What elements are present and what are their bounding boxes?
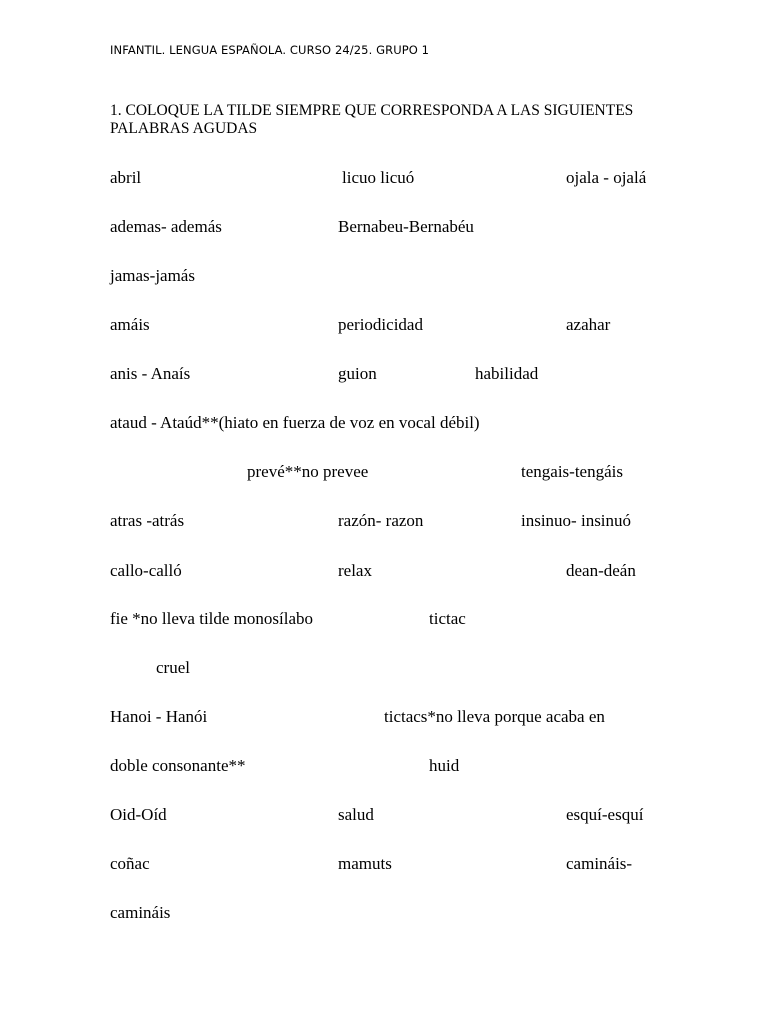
- word-item: dean-deán: [566, 561, 636, 580]
- word-item: camináis-: [566, 854, 633, 873]
- exercise-instruction: 1. COLOQUE LA TILDE SIEMPRE QUE CORRESPONDA A LAS SIGUIENTES PALABRAS AGUDAS: [110, 102, 634, 137]
- word-item: anis - Anaís: [110, 364, 191, 383]
- word-item: cruel: [156, 658, 190, 677]
- word-item: ojala - ojalá: [566, 168, 647, 187]
- word-item: prevé**no prevee: [247, 462, 369, 481]
- word-item: salud: [338, 805, 374, 824]
- word-item: tictac: [429, 609, 466, 628]
- word-item: jamas-jamás: [110, 266, 195, 285]
- word-item: callo-calló: [110, 561, 182, 580]
- word-item: guion: [338, 364, 377, 383]
- word-item: amáis: [110, 315, 150, 334]
- word-item: esquí-esquí: [566, 805, 644, 824]
- document-header: INFANTIL. LENGUA ESPAÑOLA. CURSO 24/25. GRUPO 1: [110, 43, 430, 57]
- word-item: periodicidad: [338, 315, 423, 334]
- word-item: licuo licuó: [342, 168, 415, 187]
- word-item: relax: [338, 561, 372, 580]
- word-item: tengais-tengáis: [521, 462, 623, 481]
- word-item: fie *no lleva tilde monosílabo: [110, 609, 314, 628]
- word-item: ademas- además: [110, 217, 222, 236]
- word-item: coñac: [110, 854, 150, 873]
- word-item: tictacs*no lleva porque acaba en: [384, 707, 605, 726]
- word-item: doble consonante**: [110, 756, 246, 775]
- word-item: habilidad: [475, 364, 539, 383]
- word-item: atras -atrás: [110, 511, 185, 530]
- word-item: Oid-Oíd: [110, 805, 167, 824]
- word-item: insinuo- insinuó: [521, 511, 632, 530]
- word-item: huid: [429, 756, 460, 775]
- word-item: Bernabeu-Bernabéu: [338, 217, 474, 236]
- word-item: razón- razon: [338, 511, 424, 530]
- word-item: abril: [110, 168, 142, 187]
- word-item: azahar: [566, 315, 611, 334]
- word-item: Hanoi - Hanói: [110, 707, 208, 726]
- word-item: camináis: [110, 903, 171, 922]
- word-item: mamuts: [338, 854, 392, 873]
- word-item: ataud - Ataúd**(hiato en fuerza de voz en vocal débil): [110, 413, 480, 432]
